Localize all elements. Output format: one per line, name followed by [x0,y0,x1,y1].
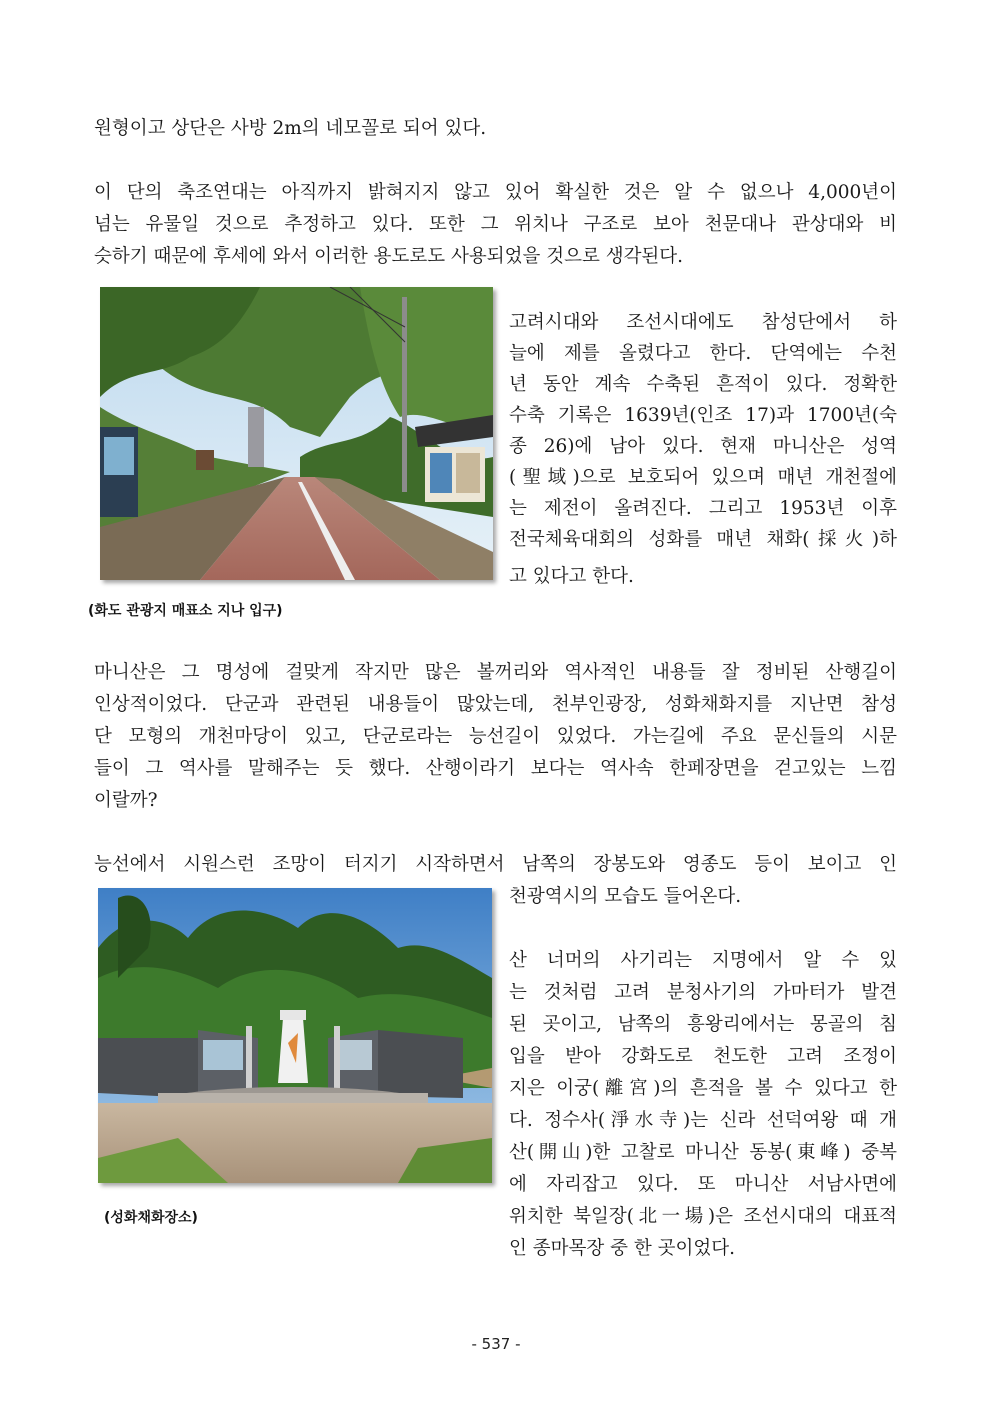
body-text-line: 천광역시의 모습도 들어온다. [509,886,742,907]
body-text-line: 에 자리잡고 있다. 또 마니산 서남사면에 [509,1174,897,1195]
body-text-line: 이 단의 축조연대는 아직까지 밝혀지지 않고 있어 확실한 것은 알 수 없으나 4,000년이 [94,182,897,203]
entrance-road-photo [100,287,493,580]
body-text-line: 산 너머의 사기리는 지명에서 알 수 있 [509,950,897,971]
body-text-line: 단 모형의 개천마당이 있고, 단군로라는 능선길이 있었다. 가는길에 주요 문신들의 시문 [94,726,897,747]
body-text-line: 고려시대와 조선시대에도 참성단에서 하 [509,312,897,333]
body-text-line: 능선에서 시원스런 조망이 터지기 시작하면서 남쪽의 장봉도와 영종도 등이 보이고 인 [94,854,897,875]
body-text-line: 들이 그 역사를 말해주는 듯 했다. 산행이라기 보다는 역사속 한페장면을 걷고있는 느낌 [94,758,897,779]
body-text-line: 위치한 북일장(北一場)은 조선시대의 대표적 [509,1206,897,1227]
body-text-line: 넘는 유물일 것으로 추정하고 있다. 또한 그 위치나 구조로 보아 천문대나 관상대와 비 [94,214,897,235]
body-text-line: 산(開山)한 고찰로 마니산 동봉(東峰) 중복 [509,1142,897,1163]
body-text-line: 이랄까? [94,790,158,811]
torch-lighting-site-photo [98,888,492,1183]
body-text-line: 전국체육대회의 성화를 매년 채화(採火)하 [509,529,897,550]
body-text-line: 다. 정수사(淨水寺)는 신라 선덕여왕 때 개 [509,1110,897,1131]
body-text-line: 는 것처럼 고려 분청사기의 가마터가 발견 [509,982,897,1003]
body-text-line: 원형이고 상단은 사방 2m의 네모꼴로 되어 있다. [94,118,487,139]
body-text-line: 는 제전이 올려진다. 그리고 1953년 이후 [509,498,897,519]
body-text-line: 수축 기록은 1639년(인조 17)과 1700년(숙 [509,405,897,426]
body-text-line: 슷하기 때문에 후세에 와서 이러한 용도로도 사용되었을 것으로 생각된다. [94,246,684,267]
body-text-line: 종 26)에 남아 있다. 현재 마니산은 성역 [509,436,897,457]
body-text-line: 마니산은 그 명성에 걸맞게 작지만 많은 볼꺼리와 역사적인 내용들 잘 정비된 산행길이 [94,662,897,683]
body-text-line: (聖域)으로 보호되어 있으며 매년 개천절에 [509,467,897,488]
body-text-line: 년 동안 계속 수축된 흔적이 있다. 정확한 [509,374,897,395]
page-number: - 537 - [471,1335,521,1353]
body-text-line: 인상적이었다. 단군과 관련된 내용들이 많았는데, 천부인광장, 성화채화지를 지난면 참성 [94,694,897,715]
body-text-line: 인 종마목장 중 한 곳이었다. [509,1238,735,1259]
photo-caption: (성화채화장소) [104,1210,198,1226]
body-text-line: 지은 이궁(離宮)의 흔적을 볼 수 있다고 한 [509,1078,897,1099]
photo-caption: (화도 관광지 매표소 지나 입구) [88,603,283,619]
body-text-line: 늘에 제를 올렸다고 한다. 단역에는 수천 [509,343,897,364]
body-text-line: 된 곳이고, 남쪽의 흥왕리에서는 몽골의 침 [509,1014,897,1035]
body-text-line: 고 있다고 한다. [509,566,634,587]
body-text-line: 입을 받아 강화도로 천도한 고려 조정이 [509,1046,897,1067]
